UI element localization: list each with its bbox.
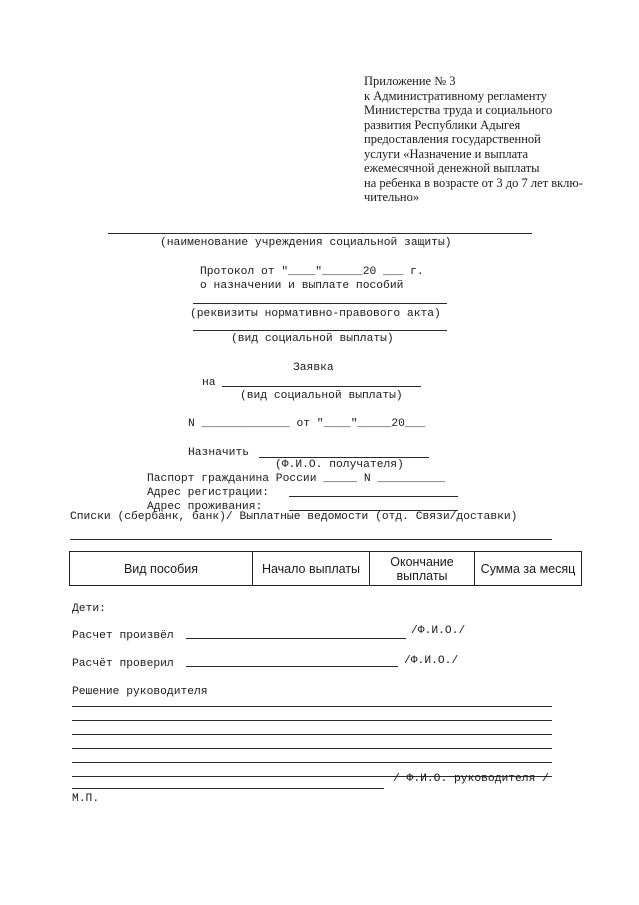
decision-line[interactable] [72, 734, 552, 735]
appendix-line: развития Республики Адыгея [364, 117, 521, 132]
lists-line: Списки (сбербанк, банк)/ Выплатные ведомости (отд. Связи/доставки) [70, 511, 518, 523]
header-monthly-amount: Сумма за месяц [475, 552, 582, 586]
application-title: Заявка [293, 362, 334, 374]
residence-label: Адрес проживания: [147, 501, 263, 513]
header-start-date: Начало выплаты [253, 552, 370, 586]
institution-caption: (наименование учреждения социальной защиты) [160, 237, 452, 249]
application-payment-field[interactable] [222, 386, 421, 387]
appendix-line: Приложение № 3 [364, 74, 456, 88]
calc-checked-label: Расчёт проверил [72, 658, 174, 670]
appendix-line: к Административному регламенту [364, 88, 548, 103]
institution-name-field[interactable] [108, 233, 532, 234]
head-signature-caption: / Ф.И.О. руководителя / [393, 773, 549, 785]
children-label: Дети: [72, 603, 106, 615]
protocol-subtitle: о назначении и выплате пособий [200, 280, 404, 292]
header-benefit-type: Вид пособия [70, 552, 253, 586]
payment-type-field[interactable] [193, 330, 447, 331]
application-on-label: на [202, 377, 216, 389]
appendix-line: чительно» [364, 190, 420, 204]
application-payment-caption: (вид социальной выплаты) [240, 390, 403, 402]
appendix-note [364, 74, 583, 205]
registration-address-field[interactable] [289, 496, 458, 497]
recipient-caption: (Ф.И.О. получателя) [275, 459, 404, 471]
decision-line[interactable] [72, 762, 552, 763]
calc-made-suffix: /Ф.И.О./ [411, 625, 466, 637]
application-number-line: N _____________ от "____"_____20___ [188, 418, 426, 430]
appendix-line: предоставления государственной [364, 132, 541, 146]
head-signature-field[interactable] [72, 788, 384, 789]
requisites-field[interactable] [193, 303, 447, 304]
decision-line[interactable] [72, 748, 552, 749]
appendix-line: услуги «Назначение и выплата [364, 146, 529, 161]
passport-line: Паспорт гражданина России _____ N __________ [147, 473, 446, 485]
registration-label: Адрес регистрации: [147, 487, 270, 499]
appendix-line: ежемесячной денежной выплаты [364, 161, 540, 175]
decision-label: Решение руководителя [72, 686, 208, 698]
recipient-name-field[interactable] [259, 457, 429, 458]
requisites-caption: (реквизиты нормативно-правового акта) [190, 308, 441, 320]
protocol-date-line: Протокол от "____"______20 ___ г. [200, 266, 424, 278]
header-end-date: Окончание выплаты [370, 552, 475, 586]
calc-checked-suffix: /Ф.И.О./ [404, 655, 459, 667]
appendix-line: Министерства труда и социального [364, 103, 553, 117]
calc-checked-signature-field[interactable] [186, 666, 398, 667]
lists-field[interactable] [70, 539, 552, 540]
decision-line[interactable] [72, 720, 552, 721]
benefits-table [69, 551, 582, 586]
seal-label: М.П. [72, 793, 100, 805]
calc-made-label: Расчет произвёл [72, 630, 174, 642]
calc-made-signature-field[interactable] [186, 638, 406, 639]
payment-type-caption: (вид социальной выплаты) [231, 333, 394, 345]
decision-line[interactable] [72, 706, 552, 707]
assign-label: Назначить [188, 447, 250, 459]
appendix-line: на ребенка в возрасте от 3 до 7 лет вклю- [364, 175, 583, 190]
table-header-row [70, 552, 582, 586]
